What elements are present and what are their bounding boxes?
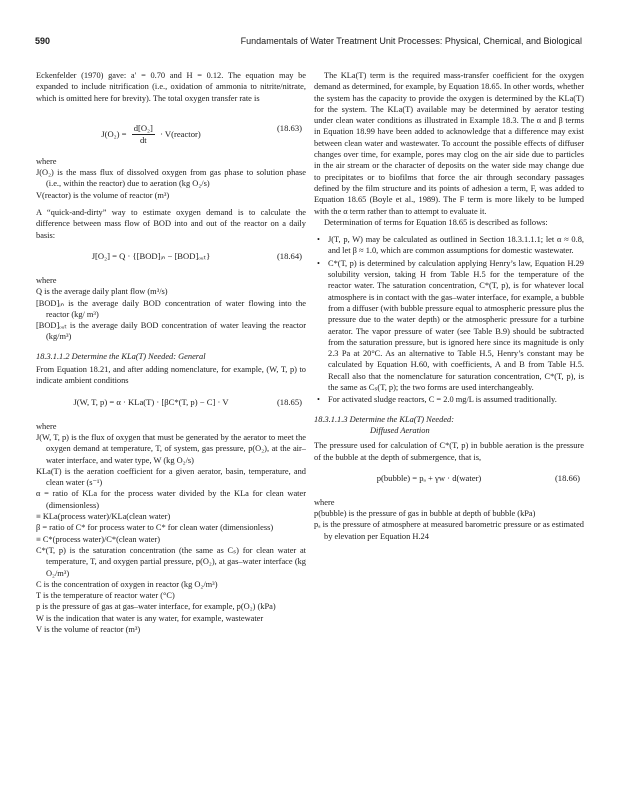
eq1-numerator: d[O₂] [132,123,155,135]
bullet-icon: • [317,395,320,405]
eq1-denominator: dt [139,135,147,146]
definition: [BOD]ᵢₙ is the average daily BOD concentration of water flowing into the reactor (kg/ m³) [36,298,306,319]
definition: p is the pressure of gas at gas–water interface, for example, p(O₂) (kPa) [36,602,276,612]
definition: J(W, T, p) is the flux of oxygen that must be generated by the aerator to meet the oxygen demand at temperature, T, of system, gas pressure, p(O₂), at the air–water interface, and water type, W (kg O₂/s) [36,432,306,465]
eq1-rhs: · V(reactor) [160,128,201,139]
definition: p(bubble) is the pressure of gas in bubble at depth of bubble (kPa) [314,509,536,519]
eq1-number: (18.63) [276,122,302,133]
where-label-4: where [314,497,335,507]
definition: W is the indication that water is any water, for example, wastewater [36,613,264,623]
definition: Q is the average daily plant flow (m³/s) [36,287,168,297]
page-header [35,36,582,50]
eq1-lhs: J(O₂) = [101,128,127,139]
definition: α = ratio of KLa for the process water divided by the KLa for clean water (dimensionless) [36,489,306,510]
definition: ≡ KLa(process water)/KLa(clean water) [36,512,171,522]
paragraph-determination: Determination of terms for Equation 18.65 is described as follows: [324,217,548,227]
list-item [314,394,584,405]
definition: pₐ is the pressure of atmosphere at measured barometric pressure or as estimated by elevation per Equation H.24 [314,520,584,541]
definition: T is the temperature of reactor water (°C) [36,591,175,601]
equation-18-66 [314,469,584,491]
definition: KLa(T) is the aeration coefficient for a given aerator, basin, temperature, and clean water (s⁻¹) [36,466,306,488]
bullet-text: For activated sludge reactors, C = 2.0 mg/L is assumed traditionally. [328,395,557,405]
intro-paragraph: Eckenfelder (1970) gave: a′ = 0.70 and H = 0.12. The equation may be expanded to include nitrification (i.e., oxidation of ammonia to nitrite/nitrate, which is omitted here for brevity). The total oxygen transfer rate is [36,71,306,103]
list-item [314,234,584,257]
defs-2 [36,286,306,342]
eq1-fraction [132,123,155,147]
defs-1 [36,167,306,201]
eq3-body: J(W, T, p) = α · KLa(T) · [βC*(T, p) − C] · V [73,396,229,407]
bullet-text: C*(T, p) is determined by calculation applying Henry’s law, Equation H.29 solubility version, taking H from Table H.5 for the temperature of the reactor water. The saturation concentration, C*(T, p), is for whatever local atmosphere is in contact with the gas–water interface, for example, a bubble from a diffuser (with bubble pressure equal to atmospheric pressure plus the pressure due to the water depth) or the atmospheric pressure for a turbine aerator. The vapor pressure of water (see Table B.9) should be subtracted from the saturation pressure, but is ignored here since its magnitude is only 2.3 Pa at 20°C. As an alternative to Table H.5, Henry’s constant may be calculated by Equation H.60, with coefficients, A and B from Table H.5. Recall also that the nomenclature for saturation concentration, C*(T, p), is the same as Cₛ(T, p); the two forms are used interchangeably. [328,258,584,393]
section-heading-line1: 18.3.1.1.3 Determine the KLa(T) Needed: [314,414,455,424]
paragraph-quick-estimate: A “quick-and-dirty” way to estimate oxygen demand is to calculate the difference between mass flow of BOD into and out of the reactor on a daily basis: [36,208,306,240]
paragraph-kla-term: The KLa(T) term is the required mass-transfer coefficient for the oxygen demand as determined, for example, by Equation 18.65. In other words, whether the system has the capacity to provide the oxygen is determined by the KLa(T) for the system. The KLa(T) available may be determined by aerator testing under clean water conditions as illustrated in Example 18.3. The α and β terms in Equation 18.99 have been added to acknowledge that a difference may exist between clean water and wastewater. To account the possible effects of diffuser changes over time, for example, pores may clog on the air side due to particles in the air stream or the character of deposits on the water side may change due to precipitates or to biofilms that force the air through secondary passages defined by the film structure and its points of adhesion a term, F, was added to Equation 18.65 (Boyle et al., 1989). The F term is more likely to be lumped with the α term rather than to attempt to evaluate it. [314,71,584,216]
eq2-body: J[O₂] = Q · {[BOD]ᵢₙ − [BOD]ₒᵤₜ} [91,250,211,261]
definition: β = ratio of C* for process water to C* for clean water (dimensionless) [36,523,274,533]
equation-18-64 [36,247,306,269]
eq2-number: (18.64) [276,250,302,261]
definition: ≡ C*(process water)/C*(clean water) [36,534,161,544]
bullet-icon: • [317,235,320,245]
where-label-1: where [36,156,57,166]
definition: V is the volume of reactor (m³) [36,624,141,634]
where-label-2: where [36,275,57,285]
definition: C*(T, p) is the saturation concentration (the same as Cₛ) for clean water at temperature, T, and oxygen partial pressure, p(O₂), at gas–water interface (kg O₂/m³) [36,545,306,578]
equation-18-65 [36,393,306,415]
eq3-number: (18.65) [276,396,302,407]
where-label-3: where [36,421,57,431]
section-heading-18-3-1-1-2: 18.3.1.1.2 Determine the KLa(T) Needed: General [36,351,206,361]
bullet-text: J(T, p, W) may be calculated as outlined in Section 18.3.1.1.1; let α ≈ 0.8, and let β ≈ 1.0, which are common assumptions for domestic wastewater. [328,235,584,256]
page-number: 590 [35,36,51,46]
right-column [314,70,584,542]
list-item [314,258,584,394]
section-heading-line2: Diffused Aeration [370,425,430,435]
definition: V(reactor) is the volume of reactor (m³) [36,190,170,200]
terms-bullet-list [314,234,584,405]
left-column [36,70,306,635]
equation-18-63 [36,110,306,150]
bullet-icon: • [317,258,320,268]
defs-4 [314,508,584,542]
section-heading-18-3-1-1-3 [314,414,584,437]
eq4-number: (18.66) [554,472,580,483]
definition: C is the concentration of oxygen in reactor (kg O₂/m³) [36,579,218,589]
eq4-body: p(bubble) = pₐ + γw · d(water) [376,472,482,483]
definition: J(O₂) is the mass flux of dissolved oxygen from gas phase to solution phase (i.e., within the reactor) due to aeration (kg O₂/s) [36,168,306,189]
defs-3 [36,432,306,635]
paragraph-bubble-pressure: The pressure used for calculation of C*(T, p) in bubble aeration is the pressure of the bubble at the depth of submergence, that is, [314,441,584,462]
running-title: Fundamentals of Water Treatment Unit Processes: Physical, Chemical, and Biological [240,36,582,46]
paragraph-equation-18-21: From Equation 18.21, and after adding nomenclature, for example, (W, T, p) to indicate ambient conditions [36,365,306,386]
definition: [BOD]ₒᵤₜ is the average daily BOD concentration of water leaving the reactor (kg/m³) [36,321,306,342]
